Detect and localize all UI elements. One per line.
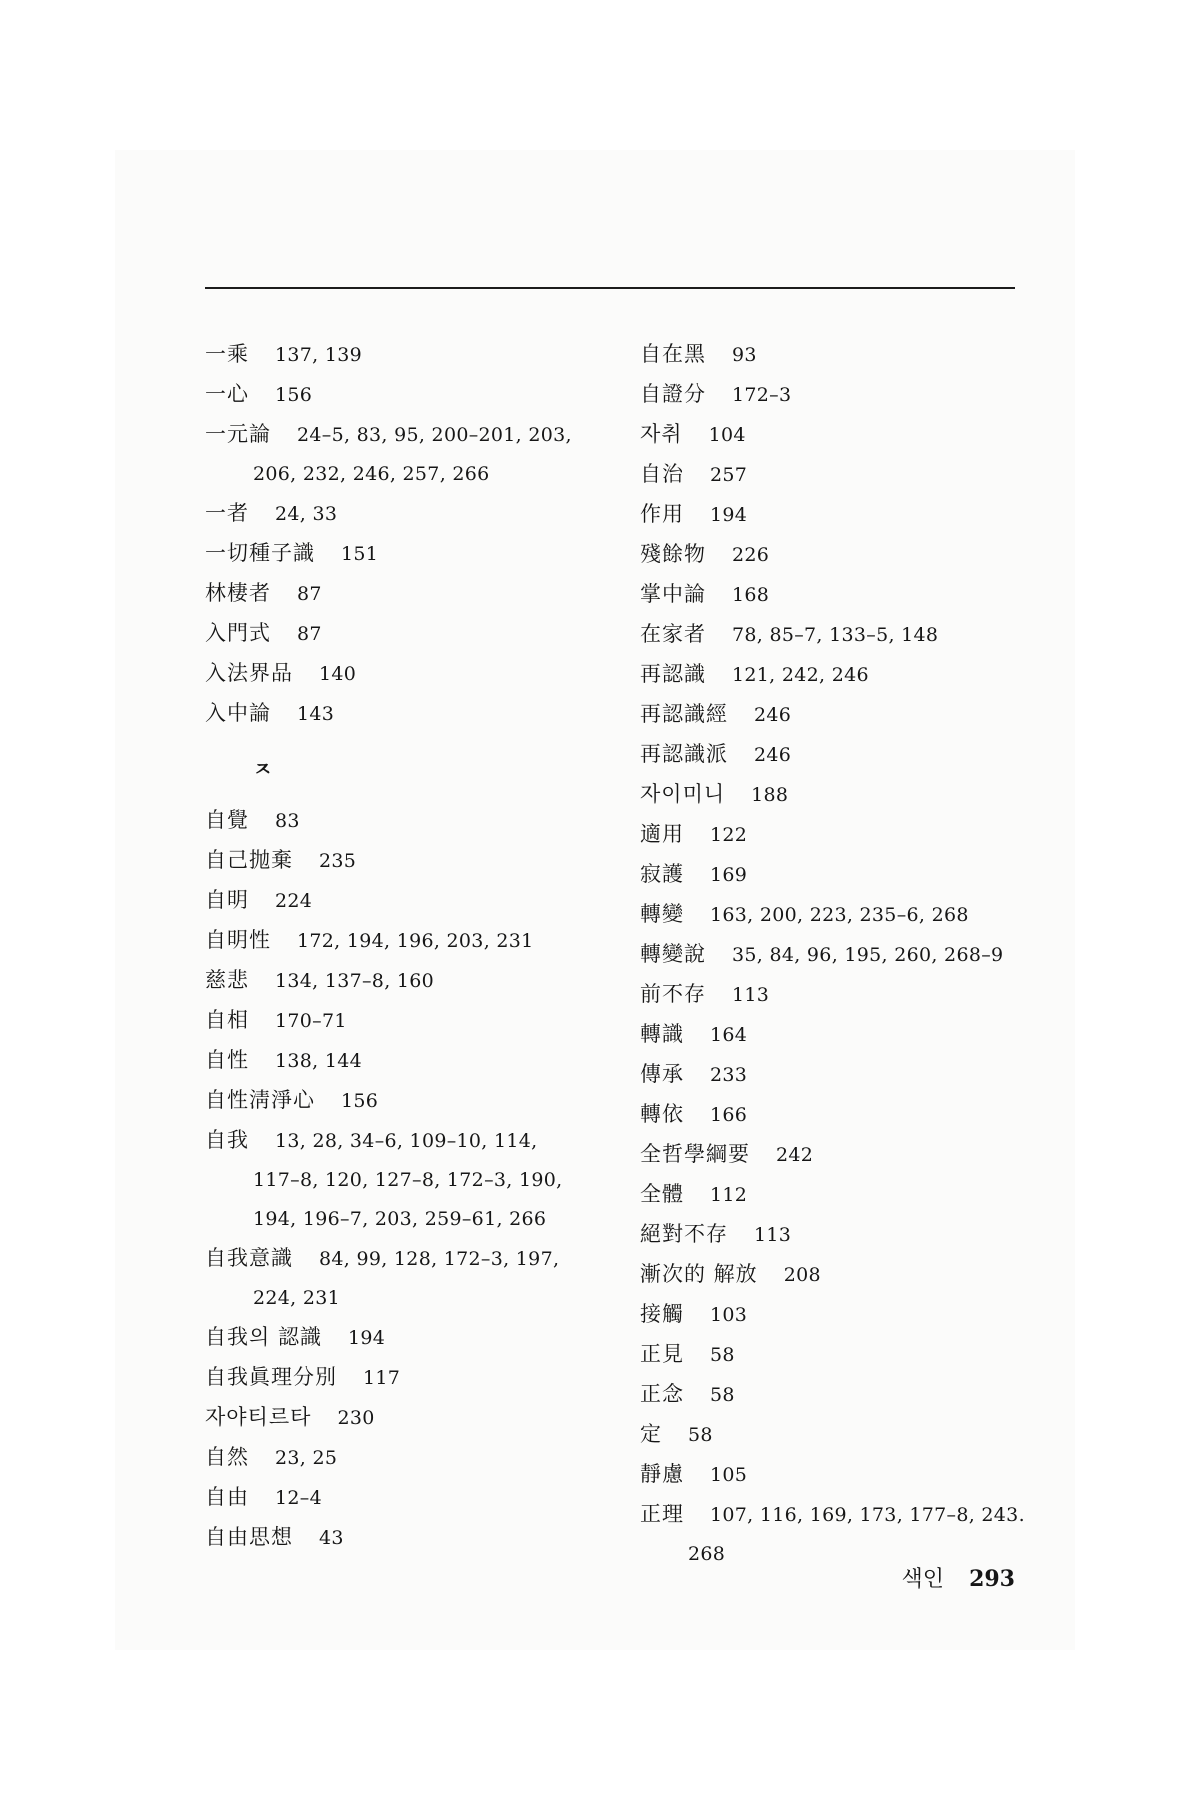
- page-refs: 87: [297, 623, 322, 645]
- index-term: 一元論: [205, 422, 271, 446]
- index-term: 一乘: [205, 342, 249, 366]
- page-refs-continued: 206, 232, 246, 257, 266: [253, 463, 490, 485]
- page-refs: 246: [754, 704, 792, 726]
- page-refs: 117: [363, 1367, 401, 1389]
- page-refs: 246: [754, 744, 792, 766]
- page-refs: 151: [341, 543, 379, 565]
- page-refs: 105: [710, 1464, 748, 1486]
- index-entry: [640, 1135, 1040, 1175]
- index-entry: [205, 801, 605, 841]
- index-entry: [640, 535, 1040, 575]
- page-refs: 170–71: [275, 1010, 347, 1032]
- index-entry: [640, 1335, 1040, 1375]
- page-number: 293: [969, 1566, 1015, 1592]
- index-term: 자이미니: [640, 782, 726, 806]
- index-entry: [205, 1121, 605, 1161]
- index-entry: [640, 655, 1040, 695]
- page-refs: 13, 28, 34–6, 109–10, 114,: [275, 1130, 538, 1152]
- index-entry: [640, 1495, 1040, 1535]
- page-refs: 169: [710, 864, 748, 886]
- index-term: 自由思想: [205, 1525, 293, 1549]
- index-entry: [205, 694, 605, 734]
- index-entry: [205, 1398, 605, 1438]
- index-entry: [640, 1055, 1040, 1095]
- index-term: 自己抛棄: [205, 848, 293, 872]
- index-entry: [640, 615, 1040, 655]
- index-entry: [640, 975, 1040, 1015]
- page-refs: 188: [751, 784, 789, 806]
- page-refs: 163, 200, 223, 235–6, 268: [710, 904, 969, 926]
- index-term: 一心: [205, 382, 249, 406]
- index-term: 全體: [640, 1182, 684, 1206]
- index-entry: [640, 735, 1040, 775]
- index-entry: [640, 1455, 1040, 1495]
- index-entry: [205, 494, 605, 534]
- index-term: 全哲學綱要: [640, 1142, 750, 1166]
- index-group-right: [640, 335, 1040, 1574]
- page-refs: 172–3: [732, 384, 792, 406]
- index-term: 自覺: [205, 808, 249, 832]
- index-term: 自治: [640, 462, 684, 486]
- index-entry: [640, 815, 1040, 855]
- index-entry: [640, 1095, 1040, 1135]
- index-term: 入門式: [205, 621, 271, 645]
- page-refs: 58: [710, 1344, 735, 1366]
- index-entry: [640, 895, 1040, 935]
- index-entry: [205, 1041, 605, 1081]
- page-refs: 24–5, 83, 95, 200–201, 203,: [297, 424, 572, 446]
- index-term: 接觸: [640, 1302, 684, 1326]
- page-refs: 83: [275, 810, 300, 832]
- top-rule: [205, 287, 1015, 289]
- index-term: 寂護: [640, 862, 684, 886]
- index-term: 自明: [205, 888, 249, 912]
- footer-label: 색인: [901, 1567, 945, 1592]
- index-term: 一切種子識: [205, 541, 315, 565]
- index-term: 再認識經: [640, 702, 728, 726]
- page-refs: 156: [341, 1090, 379, 1112]
- page-refs: 143: [297, 703, 335, 725]
- index-term: 前不存: [640, 982, 706, 1006]
- index-entry: [640, 455, 1040, 495]
- index-entry: [205, 921, 605, 961]
- index-entry: [205, 1081, 605, 1121]
- page-refs: 78, 85–7, 133–5, 148: [732, 624, 939, 646]
- index-entry: [640, 575, 1040, 615]
- page-refs: 84, 99, 128, 172–3, 197,: [319, 1248, 560, 1270]
- index-entry: [640, 335, 1040, 375]
- index-entry: [640, 695, 1040, 735]
- index-term: 轉變說: [640, 942, 706, 966]
- index-entry: [640, 1015, 1040, 1055]
- index-entry: [205, 961, 605, 1001]
- index-term: 自我意識: [205, 1246, 293, 1270]
- page-refs: 23, 25: [275, 1447, 338, 1469]
- page-refs: 112: [710, 1184, 748, 1206]
- page-refs: 194: [710, 504, 748, 526]
- index-term: 自我의 認識: [205, 1325, 322, 1349]
- index-entry: [205, 881, 605, 921]
- page-refs: 226: [732, 544, 770, 566]
- page-refs: 134, 137–8, 160: [275, 970, 435, 992]
- page-footer: [902, 1562, 1015, 1593]
- index-term: 轉依: [640, 1102, 684, 1126]
- index-term: 入中論: [205, 701, 271, 725]
- index-entry: [205, 415, 605, 455]
- index-term: 自相: [205, 1008, 249, 1032]
- section-heading: ㅈ: [253, 757, 273, 781]
- index-entry: [205, 1438, 605, 1478]
- page-refs: 113: [754, 1224, 792, 1246]
- index-entry: [205, 375, 605, 415]
- page-refs-continued: 117–8, 120, 127–8, 172–3, 190,: [253, 1169, 563, 1191]
- page-refs-continued: 268: [688, 1543, 726, 1565]
- page-refs: 24, 33: [275, 503, 338, 525]
- index-term: 適用: [640, 822, 684, 846]
- index-term: 轉識: [640, 1022, 684, 1046]
- index-entry: [640, 1175, 1040, 1215]
- page-refs: 137, 139: [275, 344, 363, 366]
- page-refs: 58: [688, 1424, 713, 1446]
- page-refs-continued: 224, 231: [253, 1287, 341, 1309]
- index-term: 再認識: [640, 662, 706, 686]
- index-term: 再認識派: [640, 742, 728, 766]
- index-entry: [205, 654, 605, 694]
- index-term: 掌中論: [640, 582, 706, 606]
- page-refs: 166: [710, 1104, 748, 1126]
- page-refs: 93: [732, 344, 757, 366]
- index-group-il: [205, 335, 605, 734]
- page-refs: 12–4: [275, 1487, 322, 1509]
- index-entry: [640, 1255, 1040, 1295]
- index-group-ja: [205, 801, 605, 1558]
- index-entry: [640, 1295, 1040, 1335]
- page-refs: 208: [783, 1264, 821, 1286]
- index-term: 入法界品: [205, 661, 293, 685]
- page-refs: 164: [710, 1024, 748, 1046]
- page-refs: 87: [297, 583, 322, 605]
- index-column-left: [205, 335, 605, 1558]
- index-entry: [640, 775, 1040, 815]
- index-entry: [640, 495, 1040, 535]
- index-entry: [640, 935, 1040, 975]
- page-refs: 113: [732, 984, 770, 1006]
- index-term: 自性淸淨心: [205, 1088, 315, 1112]
- index-term: 自我: [205, 1128, 249, 1152]
- index-entry: [205, 534, 605, 574]
- index-term: 自然: [205, 1445, 249, 1469]
- index-term: 正理: [640, 1502, 684, 1526]
- page-refs: 140: [319, 663, 357, 685]
- page-refs: 121, 242, 246: [732, 664, 869, 686]
- index-entry: [205, 614, 605, 654]
- page-refs: 233: [710, 1064, 748, 1086]
- page-refs: 103: [710, 1304, 748, 1326]
- page-refs: 230: [337, 1407, 375, 1429]
- index-term: 자취: [640, 422, 683, 446]
- index-entry: [640, 375, 1040, 415]
- index-term: 傳承: [640, 1062, 684, 1086]
- index-term: 自證分: [640, 382, 706, 406]
- index-term: 慈悲: [205, 968, 249, 992]
- index-entry: [640, 1415, 1040, 1455]
- page-refs: 235: [319, 850, 357, 872]
- page-refs: 242: [776, 1144, 814, 1166]
- index-term: 絕對不存: [640, 1222, 728, 1246]
- index-entry: [205, 1358, 605, 1398]
- page-refs: 156: [275, 384, 313, 406]
- index-entry: [640, 1375, 1040, 1415]
- index-entry: [205, 1318, 605, 1358]
- index-term: 自由: [205, 1485, 249, 1509]
- page-refs: 168: [732, 584, 770, 606]
- page-refs: 104: [708, 424, 746, 446]
- page-refs-continued: 194, 196–7, 203, 259–61, 266: [253, 1208, 547, 1230]
- index-term: 正見: [640, 1342, 684, 1366]
- index-term: 林棲者: [205, 581, 271, 605]
- page-refs: 257: [710, 464, 748, 486]
- page-refs: 138, 144: [275, 1050, 363, 1072]
- index-term: 靜慮: [640, 1462, 684, 1486]
- index-entry: [640, 1215, 1040, 1255]
- index-column-right: [640, 335, 1040, 1574]
- index-term: 자야티르타: [205, 1405, 312, 1429]
- index-term: 自性: [205, 1048, 249, 1072]
- index-term: 自明性: [205, 928, 271, 952]
- index-term: 在家者: [640, 622, 706, 646]
- index-entry: [640, 415, 1040, 455]
- index-term: 一者: [205, 501, 249, 525]
- index-entry: [205, 841, 605, 881]
- index-term: 殘餘物: [640, 542, 706, 566]
- page-refs: 224: [275, 890, 313, 912]
- index-entry: [205, 1518, 605, 1558]
- index-entry: [205, 1001, 605, 1041]
- page-refs: 194: [347, 1327, 386, 1349]
- index-entry: [205, 574, 605, 614]
- page-refs: 43: [319, 1527, 344, 1549]
- index-term: 正念: [640, 1382, 684, 1406]
- index-entry: [205, 1239, 605, 1279]
- index-term: 自在黑: [640, 342, 706, 366]
- page-refs: 35, 84, 96, 195, 260, 268–9: [732, 944, 1004, 966]
- index-entry: [640, 855, 1040, 895]
- index-term: 轉變: [640, 902, 684, 926]
- page-refs: 172, 194, 196, 203, 231: [297, 930, 534, 952]
- page-refs: 122: [710, 824, 748, 846]
- index-term: 自我眞理分別: [205, 1365, 337, 1389]
- index-term: 漸次的 解放: [640, 1262, 758, 1286]
- index-entry: [205, 1478, 605, 1518]
- index-entry: [205, 335, 605, 375]
- page-refs: 107, 116, 169, 173, 177–8, 243.: [710, 1504, 1025, 1526]
- index-term: 定: [640, 1422, 662, 1446]
- index-term: 作用: [640, 502, 684, 526]
- page-refs: 58: [710, 1384, 735, 1406]
